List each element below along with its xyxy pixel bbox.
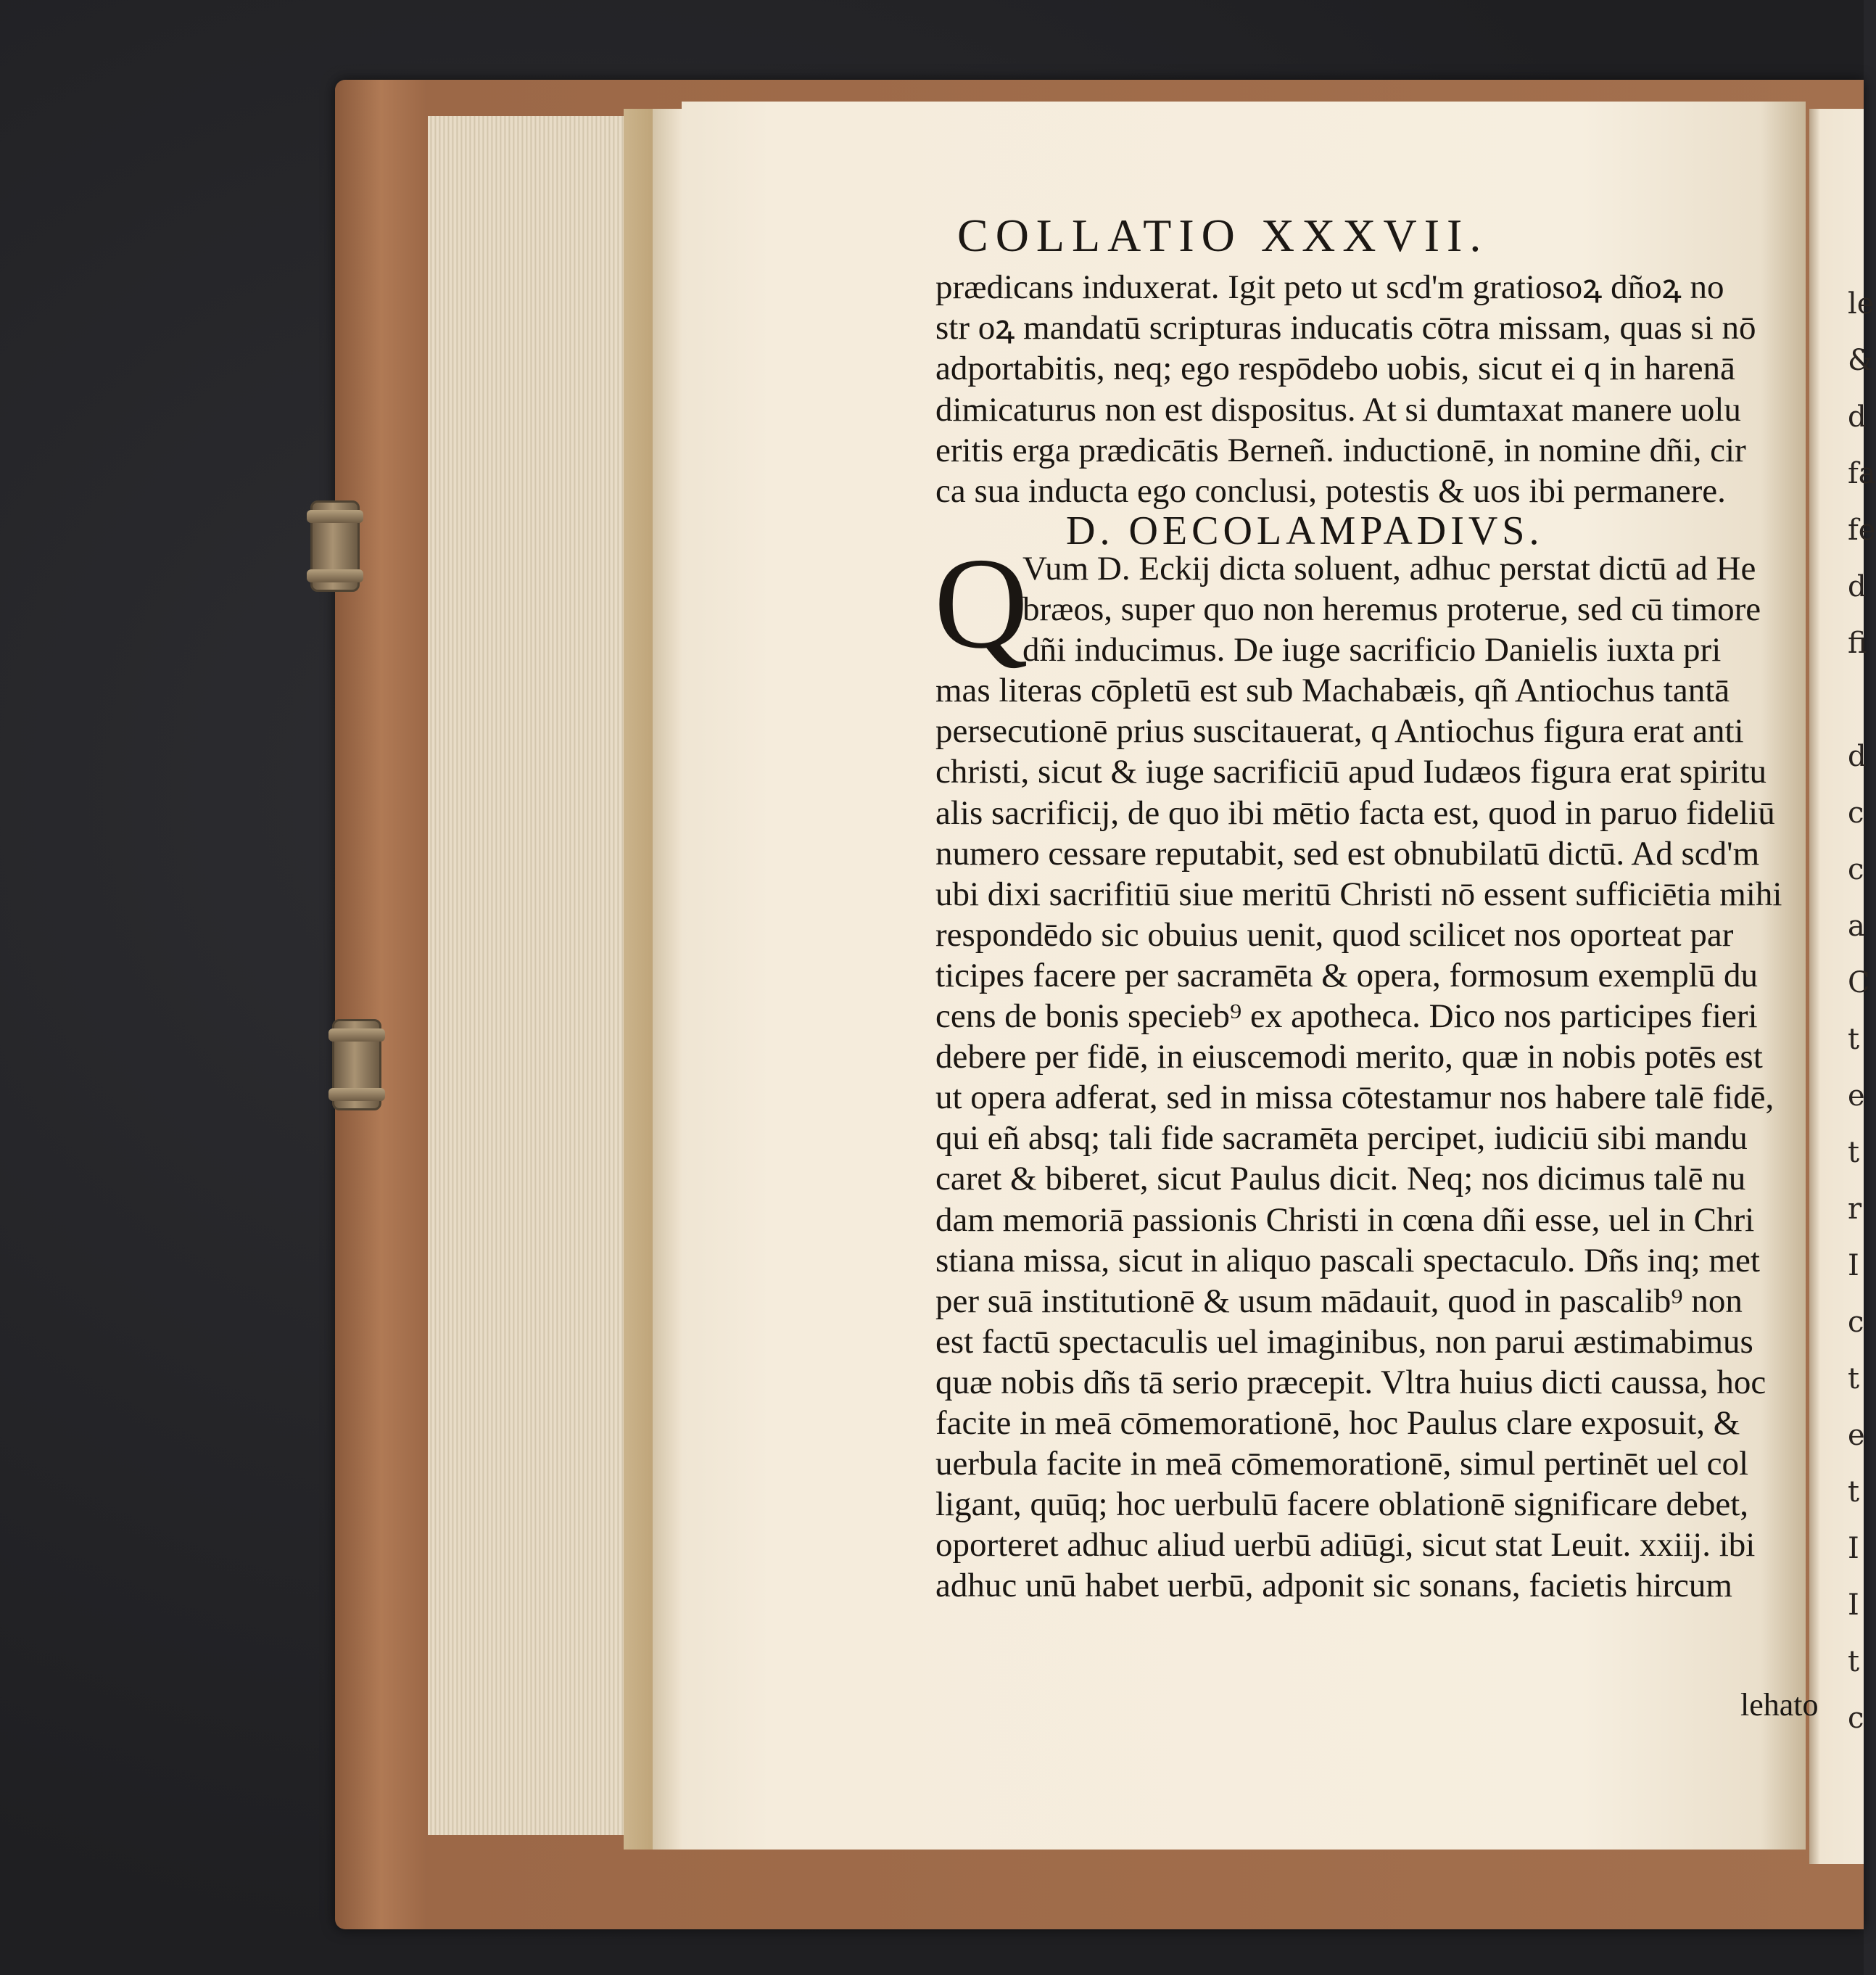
text-line: ubi dixi sacrifitiū siue meritū Christi nō essent sufficiētia mihi xyxy=(935,875,1782,913)
facing-page-fragment: r xyxy=(1848,1192,1862,1226)
text-line: oporteret adhuc aliud uerbū adiūgi, sicut stat Leuit. xxiij. ibi xyxy=(935,1526,1756,1564)
facing-page-fragment: fi xyxy=(1848,627,1867,660)
text-line: per suā institutionē & usum mādauit, quod in pascalib⁹ non xyxy=(935,1282,1743,1320)
section-heading: D. OECOLAMPADIVS. xyxy=(1066,508,1544,553)
upper-clasp xyxy=(310,500,360,592)
text-line: cens de bonis specieb⁹ ex apotheca. Dico nos participes fieri xyxy=(935,997,1758,1036)
facing-page-fragment: d xyxy=(1848,740,1867,773)
text-line: debere per fidē, in eiuscemodi merito, quæ in nobis potēs est xyxy=(935,1038,1763,1076)
facing-page-fragment: I xyxy=(1848,1588,1859,1622)
paragraph-1 xyxy=(935,267,1806,511)
text-line: caret & biberet, sicut Paulus dicit. Neq; nos dicimus talē nu xyxy=(935,1160,1746,1198)
text-line: respondēdo sic obuius uenit, quod scilicet nos oporteat par xyxy=(935,915,1734,954)
text-line: dimicaturus non est dispositus. At si dumtaxat manere uolu xyxy=(935,390,1741,429)
facing-page-fragment: t xyxy=(1848,1475,1860,1509)
text-line: est factū spectaculis uel imaginibus, non parui æstimabimus xyxy=(935,1322,1753,1361)
facing-page-fragment: d xyxy=(1848,570,1867,603)
text-line: alis sacrificij, de quo ibi mētio facta est, quod in paruo fideliū xyxy=(935,793,1775,832)
text-line: christi, sicut & iuge sacrificiū apud Iudæos figura erat spiritu xyxy=(935,753,1767,791)
text-line: Vum D. Eckij dicta soluent, adhuc perstat dictū ad He xyxy=(1022,550,1756,587)
facing-page-fragment: c xyxy=(1848,1702,1864,1735)
facing-page-fragment: e xyxy=(1848,1419,1865,1452)
page-stack xyxy=(428,116,653,1835)
text-line: mas literas cōpletū est sub Machabæis, qñ Antiochus tantā xyxy=(935,672,1730,710)
catchword: lehato xyxy=(1740,1687,1819,1723)
text-line: uerbula facite in meā cōmemorationē, simul pertinēt uel col xyxy=(935,1445,1749,1483)
text-line: ligant, quūq; hoc uerbulū facere oblationē significare debet, xyxy=(935,1485,1749,1524)
text-line: numero cessare reputabit, sed est obnubilatū dictū. Ad scd'm xyxy=(935,834,1760,873)
text-line: quæ nobis dñs tā serio præcepit. Vltra huius dicti caussa, hoc xyxy=(935,1363,1767,1401)
facing-page-fragment: I xyxy=(1848,1249,1859,1282)
facing-page-fragment: t xyxy=(1848,1023,1860,1056)
facing-page-fragment: c xyxy=(1848,796,1864,830)
facing-page-fragment: t xyxy=(1848,1136,1860,1169)
paragraph-2 xyxy=(935,548,1806,1606)
text-line: adportabitis, neq; ego respōdebo uobis, sicut ei q in harenā xyxy=(935,350,1735,388)
facing-page-text xyxy=(1848,276,1876,1747)
facing-page-fragment: fa xyxy=(1848,457,1876,490)
facing-page-fragment: c xyxy=(1848,1306,1864,1339)
facing-page-fragment: & xyxy=(1848,344,1874,377)
facing-page-fragment: c xyxy=(1848,853,1864,886)
lower-clasp xyxy=(332,1019,381,1110)
text-line: eritis erga prædicātis Berneñ. inductionē, in nomine dñi, cir xyxy=(935,431,1746,469)
text-line: prædicans induxerat. Igit peto ut scd'm gratiosoꝝ dñoꝝ no xyxy=(935,268,1724,306)
facing-page-fragment: e xyxy=(1848,1079,1865,1113)
facing-page-fragment: d xyxy=(1848,400,1867,434)
text-line: dñi inducimus. De iuge sacrificio Danielis iuxta pri xyxy=(1022,631,1722,669)
text-line: bræos, super quo non heremus proterue, sed cū timore xyxy=(1022,590,1761,629)
facing-page-fragment: fe xyxy=(1848,514,1876,547)
text-line: qui eñ absq; tali fide sacramēta percipet, iudiciū sibi mandu xyxy=(935,1119,1748,1158)
running-head: COLLATIO XXXVII. xyxy=(957,210,1489,261)
text-line: ca sua inducta ego conclusi, potestis & uos ibi permanere. xyxy=(935,471,1726,510)
facing-page-fragment: t xyxy=(1848,1645,1860,1678)
text-line: facite in meā cōmemorationē, hoc Paulus clare exposuit, & xyxy=(935,1403,1740,1442)
drop-cap: Q xyxy=(934,531,1028,675)
text-line: persecutionē prius suscitauerat, q Antiochus figura erat anti xyxy=(935,712,1744,751)
facing-page-fragment: a xyxy=(1848,910,1865,943)
text-line: ut opera adferat, sed in missa cōtestamur nos habere talē fidē, xyxy=(935,1079,1774,1117)
text-line: ticipes facere per sacramēta & opera, formosum exemplū du xyxy=(935,956,1759,994)
text-line: adhuc unū habet uerbū, adponit sic sonans, facietis hircum xyxy=(935,1567,1732,1605)
text-line: str oꝝ mandatū scripturas inducatis cōtra missam, quas si nō xyxy=(935,309,1756,347)
facing-page-fragment: t xyxy=(1848,1362,1860,1395)
text-line: stiana missa, sicut in aliquo pascali spectaculo. Dñs inq; met xyxy=(935,1241,1760,1279)
facing-page-fragment: le xyxy=(1848,287,1875,321)
gutter xyxy=(653,109,682,1850)
facing-page-fragment: C xyxy=(1848,966,1870,999)
facing-page-fragment: I xyxy=(1848,1532,1859,1565)
facing-page-fragment xyxy=(1848,672,1864,728)
text-line: dam memoriā passionis Christi in cœna dñi esse, uel in Chri xyxy=(935,1200,1755,1239)
page-edge xyxy=(624,109,653,1850)
